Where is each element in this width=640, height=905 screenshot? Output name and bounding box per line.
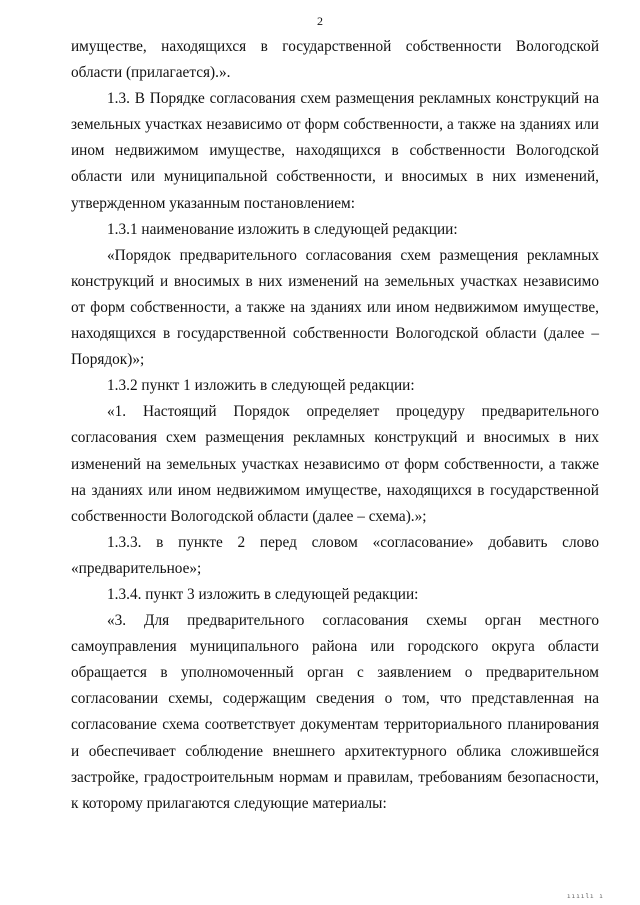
paragraph-1-3-3: 1.3.3. в пункте 2 перед словом «согласование» добавить слово «предварительное»; [71, 533, 599, 577]
document-body [71, 34, 599, 817]
scan-mark: ıııılı ı [567, 893, 604, 900]
paragraph-quote-point-3: «3. Для предварительного согласования схемы орган местного самоуправления муниципального района или городского округа области обращается в уполномоченный орган с заявлением о предварительном согласовании схемы, содержащим сведения о том, что представленная на согласование схема соответствует документам территориального планирования и обеспечивает соблюдение внешнего архитектурного облика сложившейся застройке, градостроительным нормам и правилам, требованиям безопасности, к которому прилагаются следующие материалы: [71, 612, 599, 812]
paragraph-1-3: 1.3. В Порядке согласования схем размещения рекламных конструкций на земельных участках независимо от форм собственности, а также на зданиях или ином недвижимом имуществе, находящихся в собственности Вологодской области или муниципальной собственности, и вносимых в них изменений, утвержденном указанным постановлением: [71, 90, 599, 212]
paragraph-1-3-1: 1.3.1 наименование изложить в следующей редакции: [107, 220, 458, 238]
paragraph-1-3-2: 1.3.2 пункт 1 изложить в следующей редакции: [107, 377, 415, 395]
paragraph-continuation: имуществе, находящихся в государственной собственности Вологодской области (прилагается).». [71, 38, 599, 82]
paragraph-quote-title: «Порядок предварительного согласования схем размещения рекламных конструкций и вносимых в них изменений на земельных участках независимо от форм собственности, а также на зданиях или ином недвижимом имуществе, находящихся в государственной собственности Вологодской области (далее – Порядок)»; [71, 246, 599, 369]
paragraph-quote-point-1: «1. Настоящий Порядок определяет процедуру предварительного согласования схем размещения рекламных конструкций и вносимых в них изменений на земельных участках независимо от форм собственности, а также на зданиях или ином недвижимом имуществе, находящихся в государственной собственности Вологодской области (далее – схема).»; [71, 403, 599, 525]
paragraph-1-3-4: 1.3.4. пункт 3 изложить в следующей редакции: [107, 585, 419, 603]
page-number: 2 [317, 14, 323, 28]
